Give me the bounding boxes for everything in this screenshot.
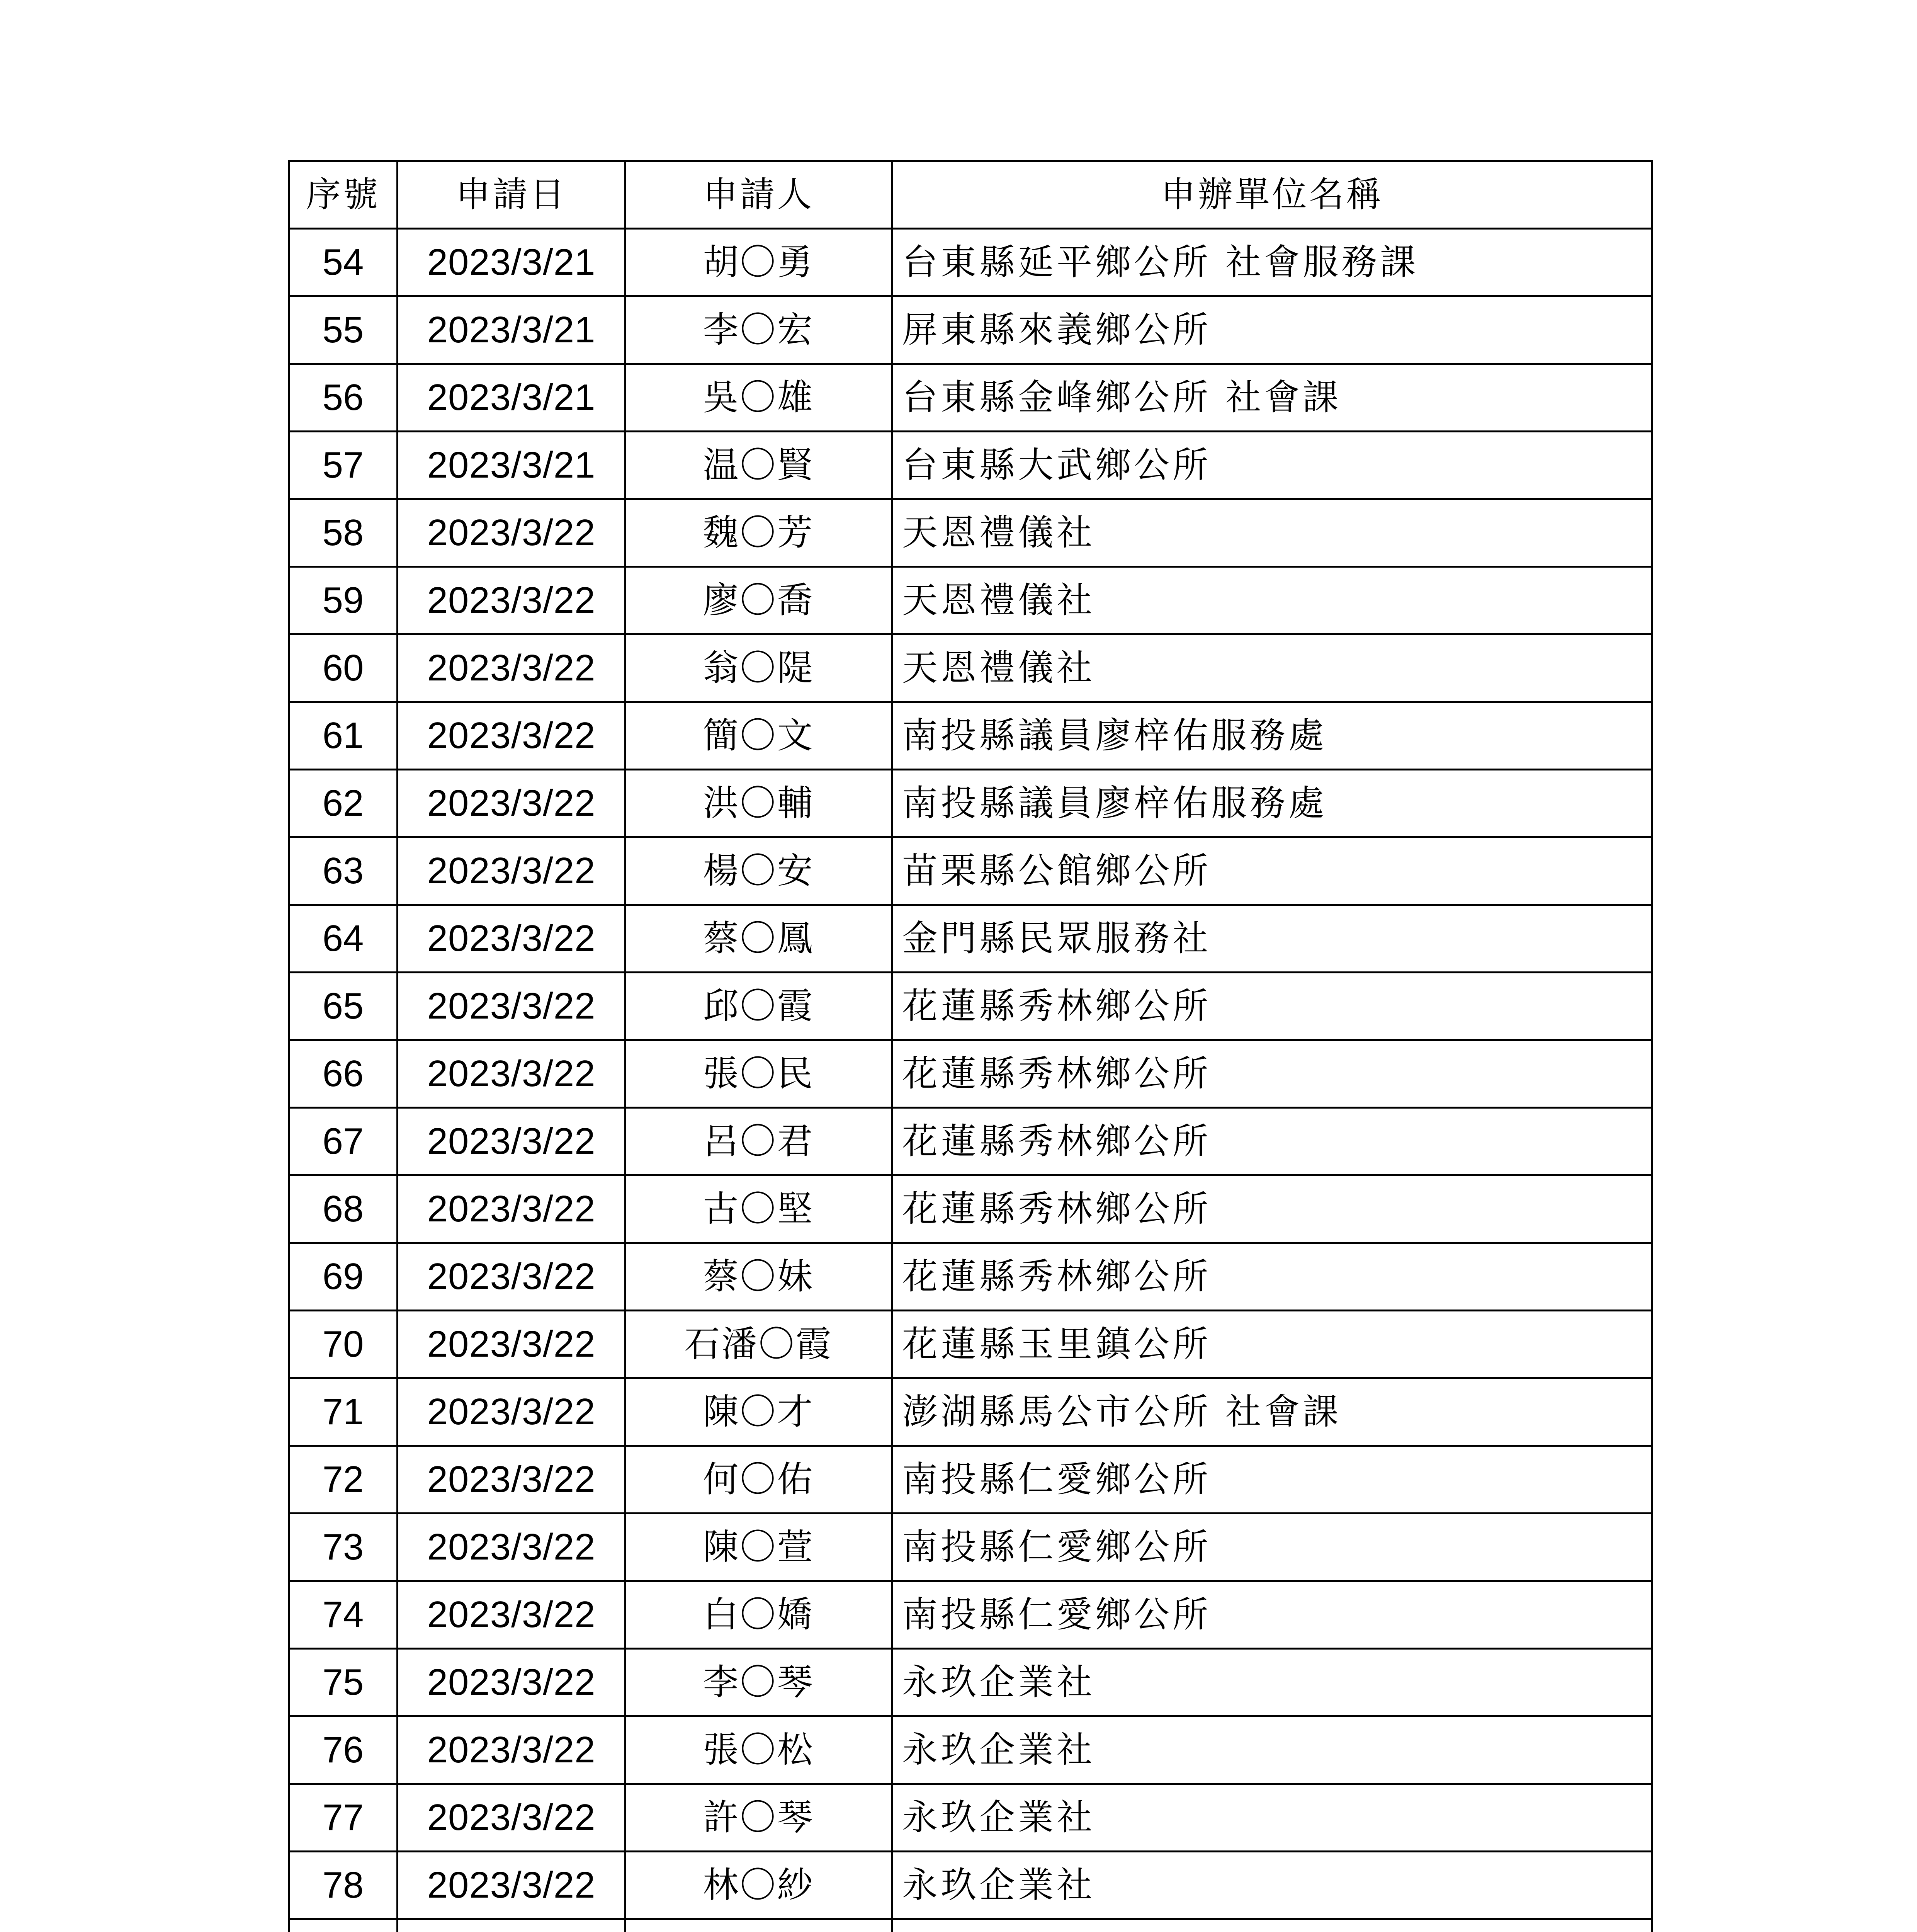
cell-serial-number: 66 bbox=[289, 1040, 398, 1108]
cell-application-date: 2023/3/21 bbox=[398, 364, 625, 432]
cell-applicant: 胡〇勇 bbox=[625, 229, 892, 296]
cell-serial-number: 59 bbox=[289, 567, 398, 634]
table-row bbox=[289, 634, 1652, 702]
cell-applicant: 陳〇萱 bbox=[625, 1514, 892, 1581]
cell-application-date: 2023/3/21 bbox=[398, 229, 625, 296]
cell-application-date: 2023/3/22 bbox=[398, 973, 625, 1040]
cell-handling-unit: 永玖企業社 bbox=[892, 1784, 1652, 1852]
table-row bbox=[289, 1716, 1652, 1784]
cell-applicant: 林〇紗 bbox=[625, 1852, 892, 1919]
table-row bbox=[289, 364, 1652, 432]
cell-applicant: 白〇嬌 bbox=[625, 1581, 892, 1649]
cell-handling-unit: 南投縣仁愛鄉公所 bbox=[892, 1446, 1652, 1514]
cell-serial-number: 77 bbox=[289, 1784, 398, 1852]
table-row bbox=[289, 973, 1652, 1040]
cell-application-date: 2023/3/22 bbox=[398, 1581, 625, 1649]
table-row bbox=[289, 1175, 1652, 1243]
cell-handling-unit bbox=[892, 1919, 1652, 1932]
table-row bbox=[289, 499, 1652, 567]
cell-application-date: 2023/3/22 bbox=[398, 1716, 625, 1784]
cell-handling-unit: 南投縣議員廖梓佑服務處 bbox=[892, 702, 1652, 770]
cell-applicant: 李〇宏 bbox=[625, 296, 892, 364]
cell-serial-number: 55 bbox=[289, 296, 398, 364]
cell-handling-unit: 南投縣議員廖梓佑服務處 bbox=[892, 770, 1652, 837]
cell-applicant: 張〇民 bbox=[625, 1040, 892, 1108]
cell-handling-unit: 花蓮縣秀林鄉公所 bbox=[892, 1243, 1652, 1311]
cell-application-date: 2023/3/22 bbox=[398, 702, 625, 770]
cell-applicant: 温〇賢 bbox=[625, 432, 892, 499]
cell-application-date: 2023/3/22 bbox=[398, 1175, 625, 1243]
header-application-date: 申請日 bbox=[398, 161, 625, 229]
header-serial-number: 序號 bbox=[289, 161, 398, 229]
table-row bbox=[289, 1311, 1652, 1378]
cell-applicant: 洪〇輔 bbox=[625, 770, 892, 837]
cell-serial-number: 60 bbox=[289, 634, 398, 702]
table-row bbox=[289, 1852, 1652, 1919]
cell-serial-number: 76 bbox=[289, 1716, 398, 1784]
cell-applicant: 李〇琴 bbox=[625, 1649, 892, 1716]
cell-application-date: 2023/3/22 bbox=[398, 567, 625, 634]
cell-handling-unit: 苗栗縣公館鄉公所 bbox=[892, 837, 1652, 905]
table-row bbox=[289, 1040, 1652, 1108]
cell-applicant: 吳〇雄 bbox=[625, 364, 892, 432]
cell-applicant: 呂〇君 bbox=[625, 1108, 892, 1175]
cell-serial-number: 63 bbox=[289, 837, 398, 905]
cell-handling-unit: 台東縣延平鄉公所 社會服務課 bbox=[892, 229, 1652, 296]
cell-handling-unit: 南投縣仁愛鄉公所 bbox=[892, 1514, 1652, 1581]
table-row bbox=[289, 1784, 1652, 1852]
cell-serial-number bbox=[289, 1919, 398, 1932]
cell-serial-number: 73 bbox=[289, 1514, 398, 1581]
cell-application-date: 2023/3/22 bbox=[398, 1311, 625, 1378]
cell-applicant: 廖〇喬 bbox=[625, 567, 892, 634]
cell-handling-unit: 花蓮縣秀林鄉公所 bbox=[892, 1108, 1652, 1175]
cell-applicant: 石潘〇霞 bbox=[625, 1311, 892, 1378]
cell-applicant: 邱〇霞 bbox=[625, 973, 892, 1040]
cell-handling-unit: 澎湖縣馬公市公所 社會課 bbox=[892, 1378, 1652, 1446]
cell-applicant: 陳〇才 bbox=[625, 1378, 892, 1446]
cell-applicant: 魏〇芳 bbox=[625, 499, 892, 567]
table-header bbox=[289, 161, 1652, 229]
cell-handling-unit: 花蓮縣秀林鄉公所 bbox=[892, 973, 1652, 1040]
cell-application-date: 2023/3/21 bbox=[398, 296, 625, 364]
cell-handling-unit: 花蓮縣秀林鄉公所 bbox=[892, 1175, 1652, 1243]
cell-serial-number: 68 bbox=[289, 1175, 398, 1243]
cell-handling-unit: 花蓮縣玉里鎮公所 bbox=[892, 1311, 1652, 1378]
cell-serial-number: 70 bbox=[289, 1311, 398, 1378]
cell-applicant: 蔡〇妹 bbox=[625, 1243, 892, 1311]
cell-application-date: 2023/3/22 bbox=[398, 1446, 625, 1514]
header-applicant: 申請人 bbox=[625, 161, 892, 229]
cell-applicant: 楊〇安 bbox=[625, 837, 892, 905]
header-row bbox=[289, 161, 1652, 229]
cell-serial-number: 58 bbox=[289, 499, 398, 567]
cell-applicant: 張〇松 bbox=[625, 1716, 892, 1784]
cell-handling-unit: 天恩禮儀社 bbox=[892, 634, 1652, 702]
table-row bbox=[289, 1446, 1652, 1514]
cell-applicant: 何〇佑 bbox=[625, 1446, 892, 1514]
cell-handling-unit: 台東縣大武鄉公所 bbox=[892, 432, 1652, 499]
cell-applicant: 許〇琴 bbox=[625, 1784, 892, 1852]
table-body bbox=[289, 229, 1652, 1932]
cell-serial-number: 61 bbox=[289, 702, 398, 770]
cell-application-date: 2023/3/22 bbox=[398, 837, 625, 905]
cell-application-date: 2023/3/22 bbox=[398, 1649, 625, 1716]
table-row bbox=[289, 702, 1652, 770]
table-row bbox=[289, 1108, 1652, 1175]
cell-applicant: 翁〇隄 bbox=[625, 634, 892, 702]
cell-application-date: 2023/3/22 bbox=[398, 1243, 625, 1311]
cell-handling-unit: 南投縣仁愛鄉公所 bbox=[892, 1581, 1652, 1649]
cell-application-date: 2023/3/22 bbox=[398, 1514, 625, 1581]
cell-handling-unit: 永玖企業社 bbox=[892, 1649, 1652, 1716]
cell-application-date: 2023/3/22 bbox=[398, 905, 625, 973]
cell-serial-number: 78 bbox=[289, 1852, 398, 1919]
table-row bbox=[289, 1514, 1652, 1581]
cell-serial-number: 54 bbox=[289, 229, 398, 296]
table-row bbox=[289, 905, 1652, 973]
cell-application-date: 2023/3/22 bbox=[398, 1852, 625, 1919]
cell-application-date: 2023/3/22 bbox=[398, 1040, 625, 1108]
table-row bbox=[289, 837, 1652, 905]
table-row bbox=[289, 432, 1652, 499]
table-row bbox=[289, 1378, 1652, 1446]
cell-handling-unit: 金門縣民眾服務社 bbox=[892, 905, 1652, 973]
cell-handling-unit: 天恩禮儀社 bbox=[892, 499, 1652, 567]
cell-serial-number: 65 bbox=[289, 973, 398, 1040]
cell-serial-number: 56 bbox=[289, 364, 398, 432]
cell-serial-number: 69 bbox=[289, 1243, 398, 1311]
table-row bbox=[289, 1919, 1652, 1932]
cell-handling-unit: 永玖企業社 bbox=[892, 1716, 1652, 1784]
cell-application-date: 2023/3/22 bbox=[398, 499, 625, 567]
cell-serial-number: 57 bbox=[289, 432, 398, 499]
cell-application-date: 2023/3/22 bbox=[398, 770, 625, 837]
cell-applicant: 蔡〇鳳 bbox=[625, 905, 892, 973]
cell-application-date: 2023/3/22 bbox=[398, 634, 625, 702]
cell-application-date: 2023/3/22 bbox=[398, 1378, 625, 1446]
cell-application-date: 2023/3/22 bbox=[398, 1784, 625, 1852]
cell-applicant bbox=[625, 1919, 892, 1932]
cell-serial-number: 64 bbox=[289, 905, 398, 973]
table-row bbox=[289, 1649, 1652, 1716]
cell-handling-unit: 永玖企業社 bbox=[892, 1852, 1652, 1919]
cell-serial-number: 72 bbox=[289, 1446, 398, 1514]
cell-application-date: 2023/3/22 bbox=[398, 1108, 625, 1175]
cell-handling-unit: 台東縣金峰鄉公所 社會課 bbox=[892, 364, 1652, 432]
cell-handling-unit: 天恩禮儀社 bbox=[892, 567, 1652, 634]
cell-serial-number: 62 bbox=[289, 770, 398, 837]
cell-applicant: 古〇堅 bbox=[625, 1175, 892, 1243]
table-row bbox=[289, 296, 1652, 364]
cell-application-date bbox=[398, 1919, 625, 1932]
cell-serial-number: 74 bbox=[289, 1581, 398, 1649]
table-row bbox=[289, 567, 1652, 634]
cell-serial-number: 75 bbox=[289, 1649, 398, 1716]
table-row bbox=[289, 229, 1652, 296]
table-row bbox=[289, 1581, 1652, 1649]
header-handling-unit: 申辦單位名稱 bbox=[892, 161, 1652, 229]
applicant-table bbox=[288, 160, 1653, 1932]
cell-handling-unit: 花蓮縣秀林鄉公所 bbox=[892, 1040, 1652, 1108]
table-row bbox=[289, 770, 1652, 837]
cell-application-date: 2023/3/21 bbox=[398, 432, 625, 499]
cell-serial-number: 67 bbox=[289, 1108, 398, 1175]
cell-serial-number: 71 bbox=[289, 1378, 398, 1446]
cell-handling-unit: 屏東縣來義鄉公所 bbox=[892, 296, 1652, 364]
table-row bbox=[289, 1243, 1652, 1311]
cell-applicant: 簡〇文 bbox=[625, 702, 892, 770]
